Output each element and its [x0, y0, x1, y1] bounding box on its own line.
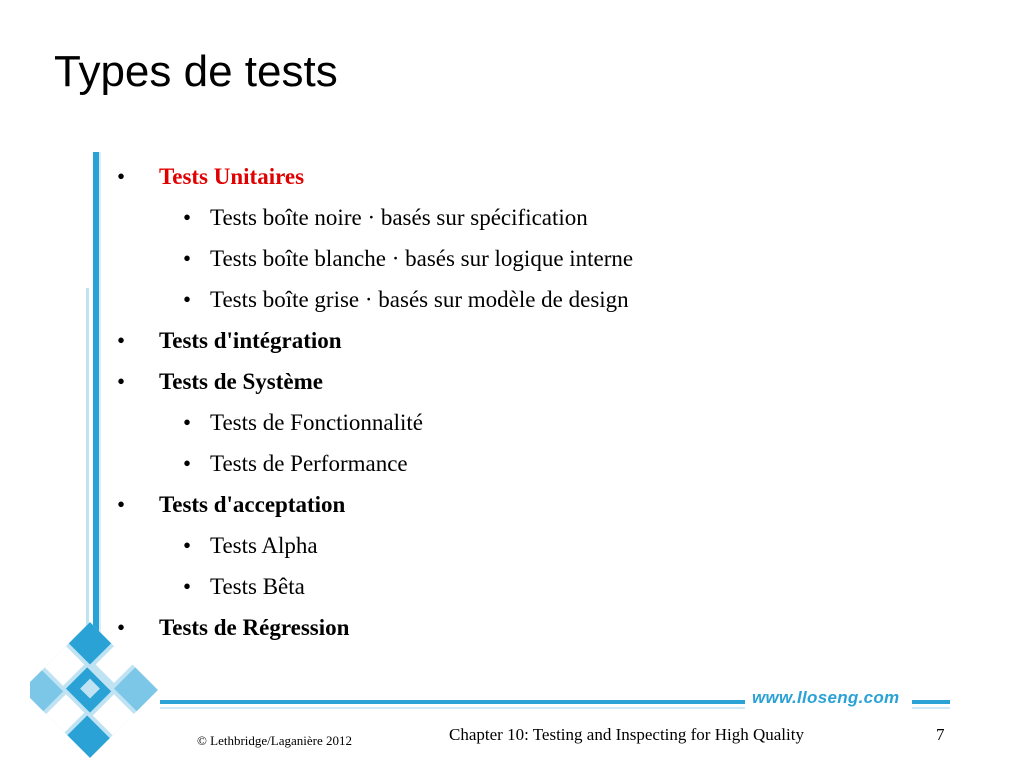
footer-copyright: © Lethbridge/Laganière 2012 [197, 733, 352, 748]
site-url: www.lloseng.com [752, 688, 900, 707]
bullet-glyph: • [183, 574, 192, 599]
bullet-text: Tests boîte grise · basés sur modèle de design [210, 287, 629, 312]
logo-mosaic-icon [30, 620, 170, 760]
bullet-text: Tests Unitaires [159, 164, 305, 189]
footer-chapter: Chapter 10: Testing and Inspecting for High Quality [449, 725, 804, 744]
bullet-glyph: • [183, 246, 192, 271]
bullet-text: Tests de Fonctionnalité [210, 410, 424, 435]
bullet-text: Tests d'acceptation [159, 492, 346, 517]
bullet-glyph: • [117, 492, 126, 517]
bullet-glyph: • [183, 410, 192, 435]
decorative-rail [93, 152, 99, 700]
footer-divider [160, 700, 745, 704]
decorative-rail [86, 288, 89, 668]
bullet-text: Tests boîte blanche · basés sur logique interne [210, 246, 634, 271]
bullet-glyph: • [117, 369, 126, 394]
bullet-text: Tests de Performance [210, 451, 408, 476]
bullet-text: Tests Alpha [210, 533, 318, 558]
footer-divider [160, 707, 745, 709]
bullet-text: Tests boîte noire · basés sur spécification [210, 205, 588, 230]
footer-divider [912, 707, 950, 709]
bullet-glyph: • [183, 451, 192, 476]
bullet-glyph: • [117, 328, 126, 353]
bullet-text: Tests de Régression [159, 615, 350, 640]
bullet-glyph: • [117, 164, 126, 189]
decorative-rail [99, 152, 101, 700]
page-number: 7 [936, 725, 945, 744]
bullet-glyph: • [183, 287, 192, 312]
bullet-glyph: • [117, 615, 126, 640]
bullet-text: Tests de Système [159, 369, 323, 394]
bullet-glyph: • [183, 205, 192, 230]
slide-title: Types de tests [54, 47, 338, 96]
bullet-glyph: • [183, 533, 192, 558]
bullet-text: Tests Bêta [210, 574, 305, 599]
footer-divider [912, 700, 950, 704]
bullet-text: Tests d'intégration [159, 328, 342, 353]
